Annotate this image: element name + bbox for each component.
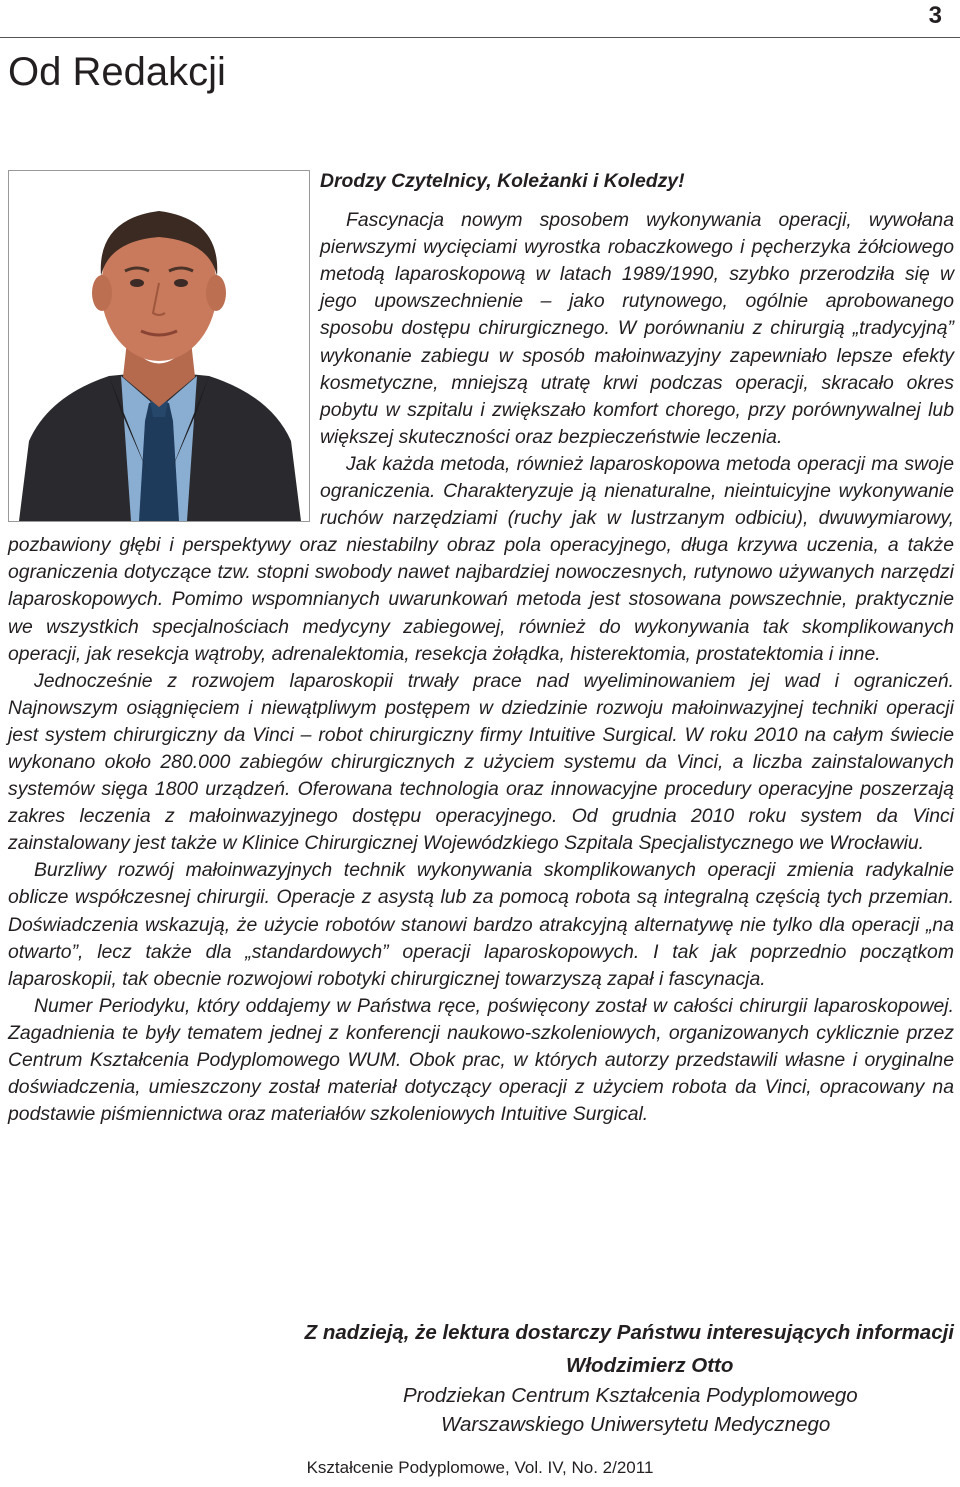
header-rule	[0, 37, 960, 38]
greeting: Drodzy Czytelnicy, Koleżanki i Koledzy!	[320, 170, 685, 192]
portrait-illustration	[9, 171, 309, 521]
paragraph: Jednocześnie z rozwojem laparoskopii trwały prace nad wyeliminowaniem jej wad i ograniczeń. Najnowszym osiągnięciem i niewątpliwym postępem w dziedzinie rozwoju małoinwazyjnej techniki operacji jest system chirurgiczny da Vinci – robot chirurgiczny firmy Intuitive Surgical. W roku 2010 na całym świecie wykonano około 280.000 zabiegów chirurgicznych z użyciem systemu da Vinci, a liczba zainstalowanych systemów sięga 1800 urządzeń. Oferowana technologia oraz innowacyjne procedury operacyjne poszerzają zakres leczenia z małoinwazyjnego dostępu operacyjnego. Od grudnia 2010 roku system da Vinci zainstalowany jest także w Klinice Chirurgicznej Wojewódzkiego Szpitala Specjalistycznego we Wrocławiu.	[8, 669, 954, 855]
page-number: 3	[928, 2, 942, 29]
closing-block	[0, 1318, 960, 1436]
paragraph: Jak każda metoda, również laparoskopowa metoda operacji ma swoje ograniczenia. Charakteryzuje ją nienaturalne, nieintuicyjne wykonywanie ruchów narzędziami (ruchy jak w lustrzanym odbiciu), dwuwymiarowy, pozbawiony głębi i perspektywy oraz niestabilny obraz pola operacyjnego, długa krzywa uczenia, a także ograniczenia dotyczące tzw. stopni swobody nawet najbardziej nowoczesnych, rutynowo używanych narzędzi laparoskopowych. Pomimo wspomnianych uwarunkowań metoda jest stosowana powszechnie, praktycznie we wszystkich specjalnościach medycyny zabiegowej, również do wykonywania tak skomplikowanych operacji, jak resekcja wątroby, adrenalektomia, resekcja żołądka, histerektomia, prostatektomia i inne.	[8, 452, 954, 665]
paragraph: Burzliwy rozwój małoinwazyjnych technik wykonywania skomplikowanych operacji zmienia radykalnie oblicze współczesnej chirurgii. Operacje z asystą lub za pomocą robota są integralną częścią tych przemian. Doświadczenia wskazują, że użycie robotów stanowi bardzo atrakcyjną alternatywę nie tylko dla operacji „na otwarto”, lecz także dla „standardowych” operacji laparoskopowych. I tak jak poprzednio początkom laparoskopii, tak obecnie rozwojowi robotyki chirurgicznej towarzyszą zapał i fascynacja.	[8, 859, 954, 990]
paragraph: Numer Periodyku, który oddajemy w Państwa ręce, poświęcony został w całości chirurgii laparoskopowej. Zagadnienia te były tematem jednej z konferencji naukowo-szkoleniowych, organizowanych cyklicznie przez Centrum Kształcenia Podyplomowego WUM. Obok prac, w których autorzy przedstawili własne i oryginalne doświadczenia, umieszczony został materiał dotyczący operacji z użyciem robota da Vinci, opracowany na podstawie piśmiennictwa oraz materiałów szkoleniowych Intuitive Surgical.	[8, 994, 954, 1126]
page-title: Od Redakcji	[8, 50, 226, 94]
closing-wish: Z nadzieją, że lektura dostarczy Państwu interesujących informacji	[304, 1321, 954, 1344]
journal-footer: Kształcenie Podyplomowe, Vol. IV, No. 2/2011	[306, 1458, 654, 1477]
editorial-article	[8, 168, 954, 1128]
paragraph: Fascynacja nowym sposobem wykonywania operacji, wywołana pierwszymi wycięciami wyrostka robaczkowego i pęcherzyka żółciowego metodą laparoskopową w latach 1989/1990, szybko przerodziła się w jego upowszechnienie – jako rutynowego, ogólnie aprobowanego sposobu dostępu chirurgicznego. W porównaniu z chirurgią „tradycyjną” wykonanie zabiegu w sposób małoinwazyjny zapewniało lepsze efekty kosmetyczne, mniejszą utratę krwi podczas operacji, skracało okres pobytu w szpitalu i zwiększało komfort chorego, przy porównywalnej lub większej skuteczności oraz bezpieczeństwie leczenia.	[320, 209, 954, 448]
author-name: Włodzimierz Otto	[566, 1354, 734, 1377]
author-portrait	[8, 170, 310, 522]
author-role: Prodziekan Centrum Kształcenia Podyplomowego	[403, 1384, 858, 1407]
author-organization: Warszawskiego Uniwersytetu Medycznego	[441, 1413, 831, 1436]
